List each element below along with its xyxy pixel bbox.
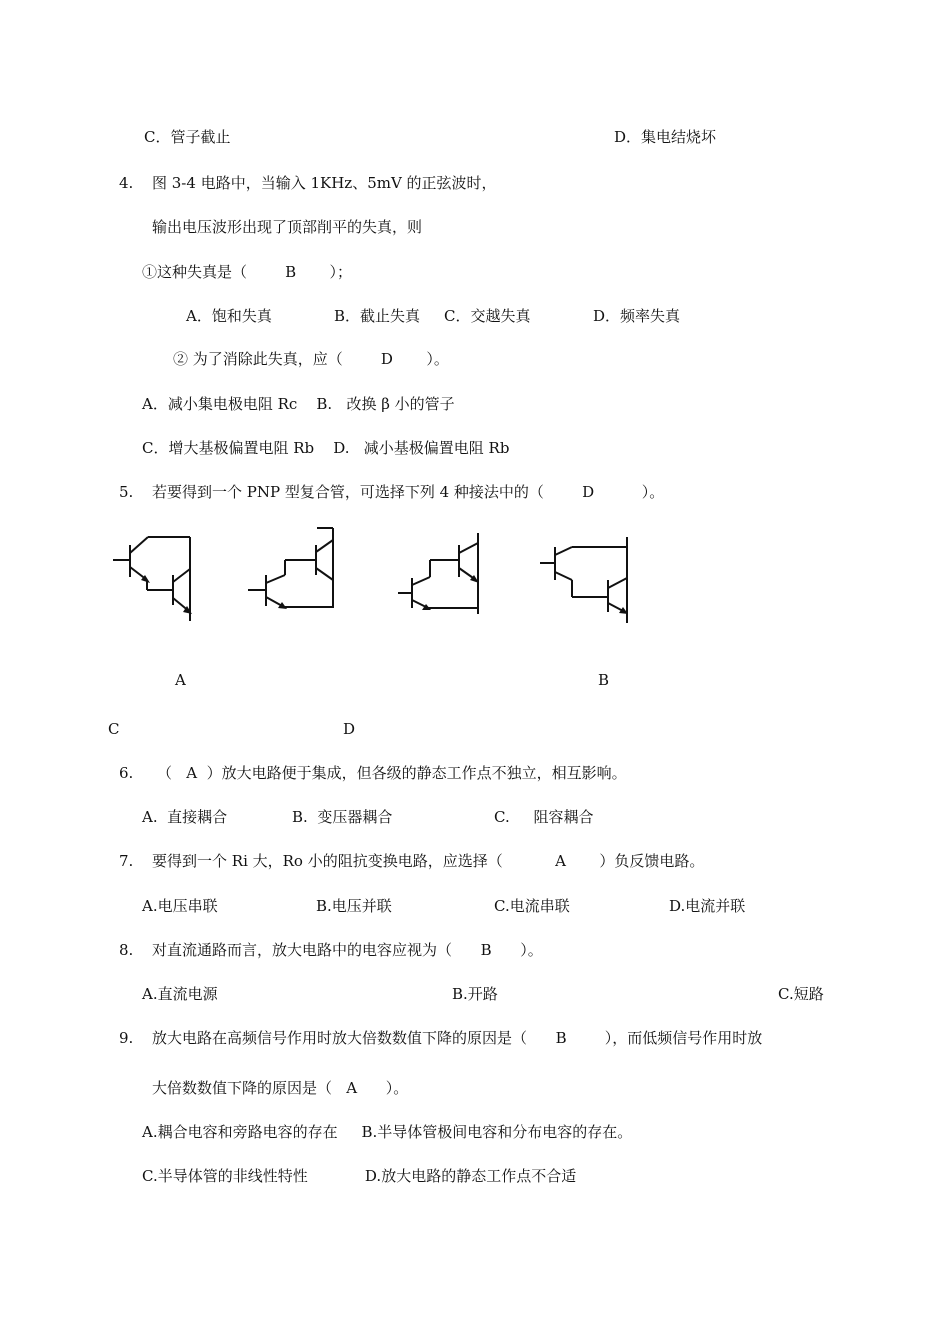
q5-label-d: D: [343, 720, 356, 738]
q5-label-a: A: [175, 671, 186, 689]
q7-number: 7.: [119, 852, 134, 870]
q3-option-c: C．管子截止: [144, 128, 231, 146]
q4-stem-line2: 输出电压波形出现了顶部削平的失真，则: [152, 218, 423, 236]
q8-option-c: C.短路: [778, 985, 824, 1003]
q9-stem-line1: 放大电路在高频信号作用时放大倍数数值下降的原因是（ B ），而低频信号作用时放: [152, 1029, 763, 1047]
q6-option-c: C. 阻容耦合: [494, 808, 594, 826]
q8-stem: 对直流通路而言，放大电路中的电容应视为（ B ）。: [152, 941, 543, 959]
circuit-diagram-b: [248, 528, 333, 609]
q4-stem-line1: 图 3-4 电路中，当输入 1KHz、5mV 的正弦波时，: [152, 174, 497, 192]
q5-stem: 若要得到一个 PNP 型复合管，可选择下列 4 种接法中的（ D ）。: [152, 483, 665, 501]
q6-number: 6.: [119, 764, 134, 782]
q8-option-b: B.开路: [452, 985, 498, 1003]
q4-number: 4.: [119, 174, 134, 192]
q7-option-c: C.电流串联: [494, 897, 570, 915]
q4-sub1-option-a: A．饱和失真: [186, 307, 272, 325]
circuit-diagram-c: [398, 533, 479, 614]
q4-sub1-option-b: B．截止失真: [334, 307, 421, 325]
circuit-diagram-a: [113, 537, 192, 621]
q3-option-d: D．集电结烧坏: [614, 128, 717, 146]
q5-number: 5.: [119, 483, 134, 501]
q4-sub1-option-d: D．频率失真: [593, 307, 681, 325]
q4-sub2-options-cd: C．增大基极偏置电阻 Rb D. 减小基极偏置电阻 Rb: [142, 439, 510, 457]
q4-sub1: ①这种失真是（ B ）；: [142, 263, 353, 281]
q8-option-a: A.直流电源: [142, 985, 218, 1003]
q6-option-a: A. 直接耦合: [142, 808, 228, 826]
q4-sub2-options-ab: A．减小集电极电阻 Rc B. 改换 β 小的管子: [142, 395, 455, 413]
q5-label-b: B: [598, 671, 610, 689]
q6-stem: （ A ）放大电路便于集成，但各级的静态工作点不独立，相互影响。: [157, 764, 627, 782]
q5-label-c: C: [108, 720, 120, 738]
q9-options-ab: A.耦合电容和旁路电容的存在 B.半导体管极间电容和分布电容的存在。: [142, 1123, 633, 1141]
q4-sub2: ② 为了消除此失真，应（ D ）。: [173, 350, 449, 368]
q7-option-b: B.电压并联: [316, 897, 392, 915]
q7-stem: 要得到一个 Ri 大，Ro 小的阻抗变换电路，应选择（ A ）负反馈电路。: [152, 852, 705, 870]
q9-stem-line2: 大倍数数值下降的原因是（ A ）。: [152, 1079, 409, 1097]
circuit-diagram-d: [540, 537, 628, 623]
q7-option-d: D.电流并联: [669, 897, 746, 915]
q8-number: 8.: [119, 941, 134, 959]
q6-option-b: B. 变压器耦合: [292, 808, 393, 826]
q9-options-cd: C.半导体管的非线性特性 D.放大电路的静态工作点不合适: [142, 1167, 577, 1185]
q4-sub1-option-c: C．交越失真: [444, 307, 531, 325]
q9-number: 9.: [119, 1029, 134, 1047]
q7-option-a: A.电压串联: [142, 897, 218, 915]
